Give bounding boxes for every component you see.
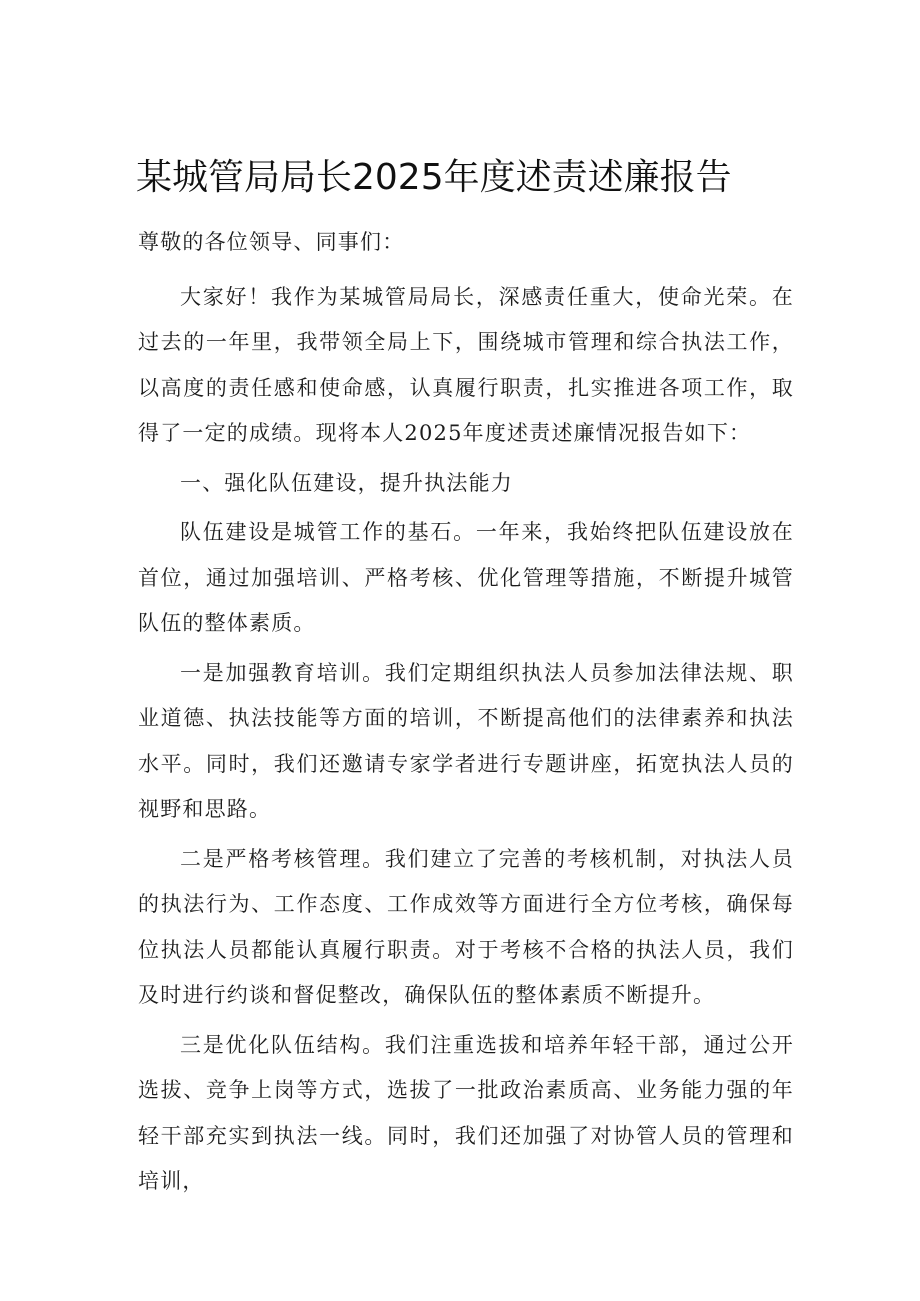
section-heading-1: 一、强化队伍建设，提升执法能力: [180, 470, 513, 495]
paragraph-assessment: 二是严格考核管理。我们建立了完善的考核机制，对执法人员的执法行为、工作态度、工作成效等方面进行全方位考核，确保每位执法人员都能认真履行职责。对于考核不合格的执法人员，我们及时进行约谈和督促整改，确保队伍的整体素质不断提升。: [138, 846, 794, 1007]
paragraph-intro: 大家好！我作为某城管局局长，深感责任重大，使命光荣。在过去的一年里，我带领全局上下，围绕城市管理和综合执法工作，以高度的责任感和使命感，认真履行职责，扎实推进各项工作，取得了一定的成绩。现将本人2025年度述责述廉情况报告如下：: [138, 284, 794, 445]
document-title: 某城管局局长2025年度述责述廉报告: [136, 157, 732, 198]
paragraph-team-building: 队伍建设是城管工作的基石。一年来，我始终把队伍建设放在首位，通过加强培训、严格考核、优化管理等措施，不断提升城管队伍的整体素质。: [138, 520, 794, 635]
paragraph-structure: 三是优化队伍结构。我们注重选拔和培养年轻干部，通过公开选拔、竞争上岗等方式，选拔了一批政治素质高、业务能力强的年轻干部充实到执法一线。同时，我们还加强了对协管人员的管理和培训，: [138, 1032, 794, 1193]
greeting-line: 尊敬的各位领导、同事们：: [138, 230, 405, 254]
document-body: [138, 220, 794, 1209]
paragraph-training: 一是加强教育培训。我们定期组织执法人员参加法律法规、职业道德、执法技能等方面的培训，不断提高他们的法律素养和执法水平。同时，我们还邀请专家学者进行专题讲座，拓宽执法人员的视野和思路。: [138, 660, 794, 821]
